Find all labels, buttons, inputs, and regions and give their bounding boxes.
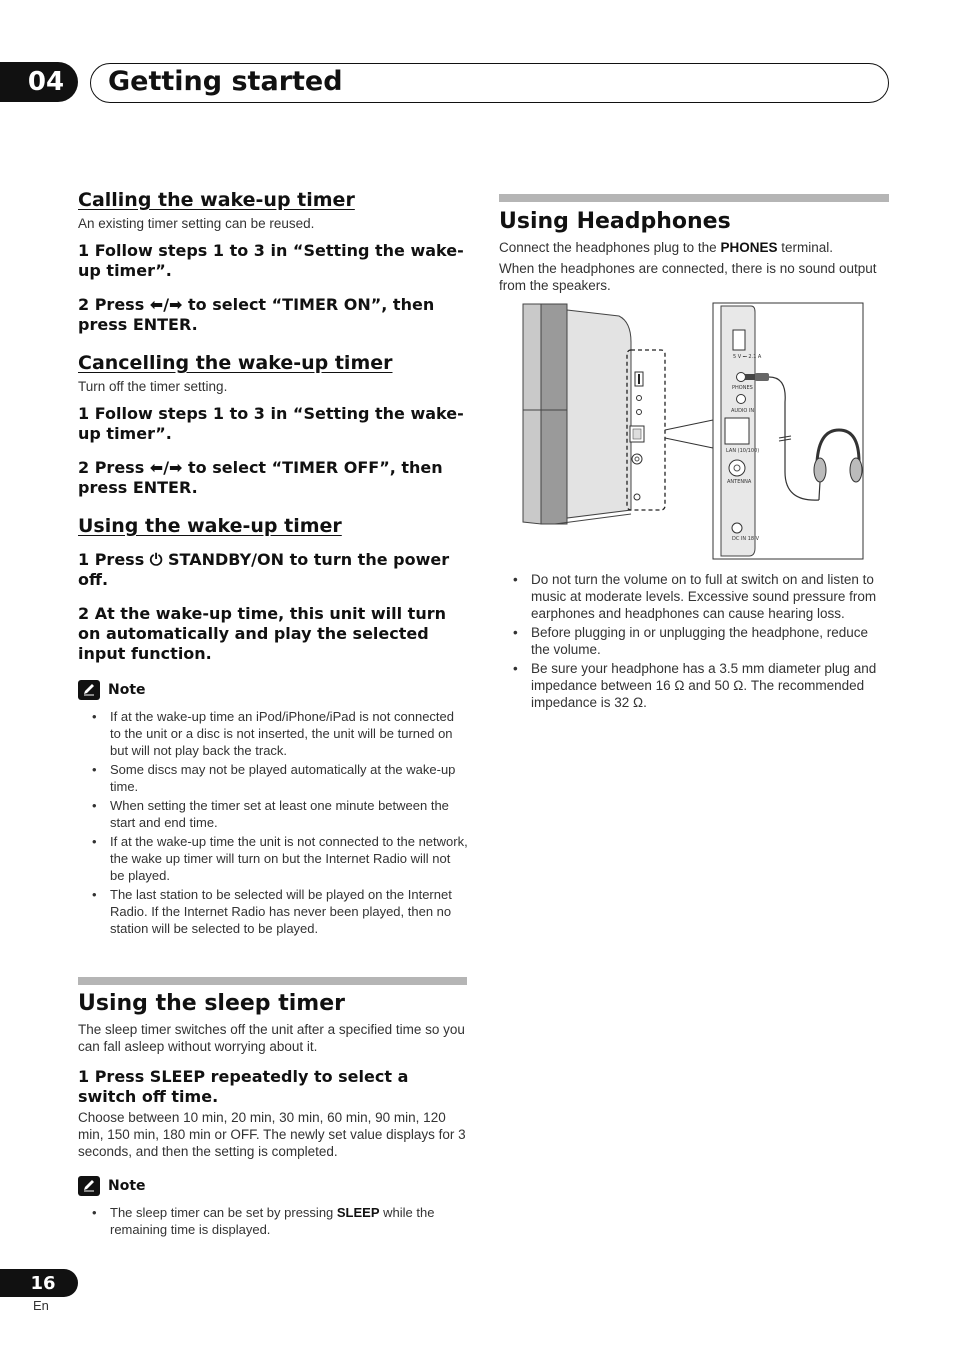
- sleep-intro: The sleep timer switches off the unit after a specified time so you can fall asleep without worrying about it.: [78, 1022, 465, 1054]
- section-divider: [78, 977, 467, 985]
- section-divider: [499, 194, 889, 202]
- list-item: • The sleep timer can be set by pressing SLEEP while the remaining time is displayed.: [78, 1204, 468, 1238]
- antenna-label: ANTENNA: [727, 479, 752, 485]
- cancelling-step-1: 1 Follow steps 1 to 3 in “Setting the wake-up timer”.: [78, 404, 464, 443]
- list-item: • Before plugging in or unplugging the headphone, reduce the volume.: [499, 624, 889, 658]
- using-step-2: 2 At the wake-up time, this unit will turn on automatically and play the selected input function.: [78, 604, 446, 663]
- usb-label: 5 V ⎓ 2.1 A: [733, 354, 762, 360]
- calling-step-1: 1 Follow steps 1 to 3 in “Setting the wake-up timer”.: [78, 241, 464, 280]
- sleep-step-1: 1 Press SLEEP repeatedly to select a switch off time.: [78, 1067, 409, 1106]
- headphones-intro: Connect the headphones plug to the PHONES terminal.: [499, 240, 833, 255]
- note-list: [78, 708, 468, 937]
- sleep-section: [78, 977, 468, 1240]
- using-timer-title: Using the wake-up timer: [78, 515, 342, 537]
- note-heading: [78, 1176, 468, 1196]
- list-item: • Be sure your headphone has a 3.5 mm diameter plug and impedance between 16 Ω and 50 Ω. The recommended impedance is 32 Ω.: [499, 660, 889, 711]
- sleep-title: Using the sleep timer: [78, 991, 345, 1016]
- headphones-section: [499, 194, 889, 294]
- headphones-title: Using Headphones: [499, 209, 731, 234]
- chapter-number: 04: [0, 62, 78, 102]
- lan-label: LAN (10/100): [726, 448, 760, 454]
- headphones-intro-2: When the headphones are connected, there is no sound output from the speakers.: [499, 261, 877, 293]
- using-step-1: 1 Press ⏻ STANDBY/ON to turn the power off.: [78, 550, 450, 589]
- list-item: • When setting the timer set at least one minute between the start and end time.: [78, 797, 468, 831]
- audio-in-label: AUDIO IN: [731, 408, 755, 414]
- cancelling-step-2: 2 Press ⬅/➡ to select “TIMER OFF”, then press ENTER.: [78, 458, 443, 497]
- dc-in-label: DC IN 18 V: [732, 536, 760, 542]
- list-item: • The last station to be selected will be played on the Internet Radio. If the Internet Radio has never been played, then no station will be selected to be played.: [78, 886, 468, 937]
- bullet-list: [499, 571, 889, 711]
- list-item: • Do not turn the volume on to full at switch on and listen to music at moderate levels. Excessive sound pressure from earphones and headphones can cause hearing loss.: [499, 571, 889, 622]
- calling-title: Calling the wake-up timer: [78, 189, 355, 211]
- calling-step-2: 2 Press ⬅/➡ to select “TIMER ON”, then press ENTER.: [78, 295, 435, 334]
- note-list: [78, 1204, 468, 1238]
- chapter-title: Getting started: [108, 66, 343, 97]
- cancelling-title: Cancelling the wake-up timer: [78, 352, 393, 374]
- page-number: 16: [0, 1269, 78, 1297]
- note-label: Note: [108, 682, 146, 698]
- headphones-bullets: [499, 571, 889, 713]
- calling-intro: An existing timer setting can be reused.: [78, 216, 315, 231]
- sleep-body: Choose between 10 min, 20 min, 30 min, 60 min, 90 min, 120 min, 150 min, 180 min or OFF. The newly set value displays for 3 seconds, and then the setting is completed.: [78, 1110, 466, 1159]
- note-label: Note: [108, 1178, 146, 1194]
- unit-side-illustration: [523, 304, 665, 524]
- pencil-icon: [78, 1176, 100, 1196]
- list-item: • Some discs may not be played automatically at the wake-up time.: [78, 761, 468, 795]
- note-heading: [78, 680, 468, 700]
- language-code: En: [33, 1298, 49, 1313]
- left-column: [78, 188, 468, 939]
- list-item: • If at the wake-up time an iPod/iPhone/iPad is not connected to the unit or a disc is not inserted, the unit will be turned on but will not play back the track.: [78, 708, 468, 759]
- pencil-icon: [78, 680, 100, 700]
- cancelling-intro: Turn off the timer setting.: [78, 379, 228, 394]
- phones-label: PHONES: [732, 385, 753, 391]
- list-item: • If at the wake-up time the unit is not connected to the network, the wake up timer will turn on but the Internet Radio will not be played.: [78, 833, 468, 884]
- headphones-connection-diagram: [519, 302, 865, 562]
